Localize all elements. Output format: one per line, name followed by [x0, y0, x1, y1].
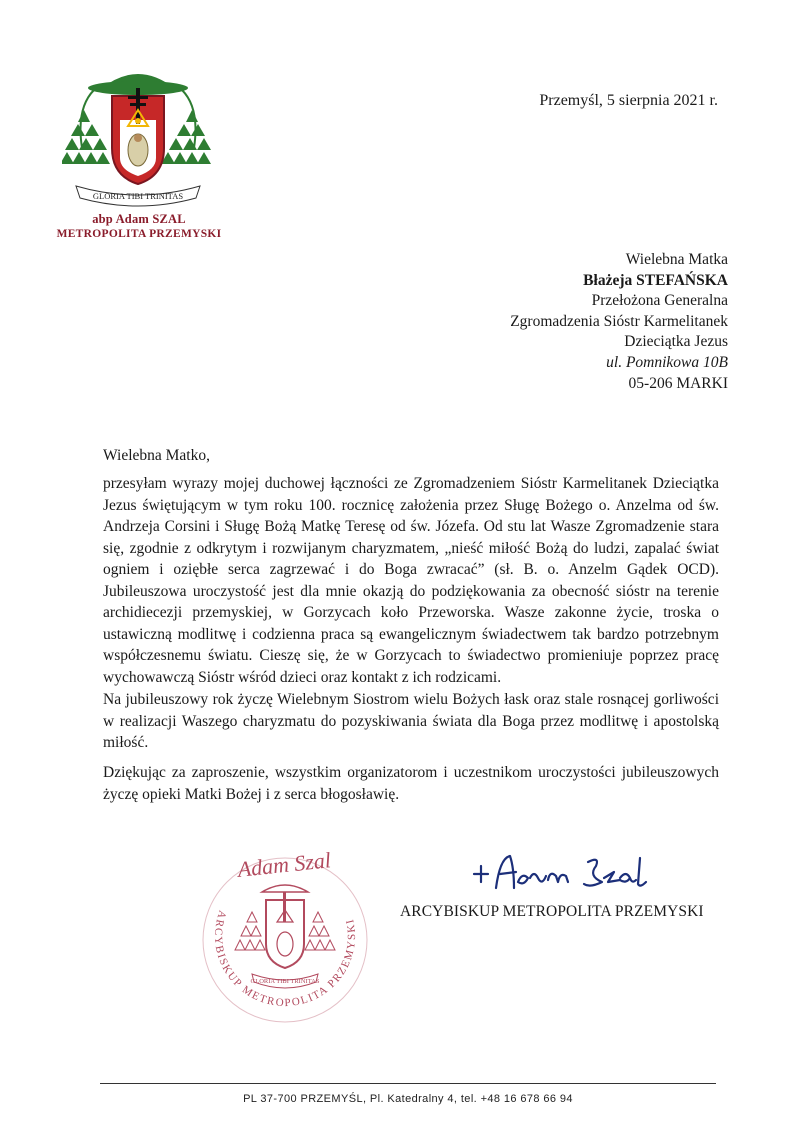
body-paragraph: Na jubileuszowy rok życzę Wielebnym Siostrom wielu Bożych łask oraz stale rosnącej gorliwości w realizacji Waszego charyzmatu do pozyskiwania świata dla Boga przez modlitwę i apostolską miłość.	[103, 691, 719, 751]
handwritten-signature	[470, 848, 670, 898]
body-paragraph: przesyłam wyrazy mojej duchowej łączności ze Zgromadzeniem Sióstr Karmelitanek Dzieciątka Jezus świętującym w tym roku 100. rocznicę założenia przez Sługę Bożego o. Anzelma od św. Andrzeja Corsini i Sługę Bożą Matkę Teresę od św. Józefa. Od stu lat Wasze Zgromadzenie stara się, zgodnie z odkrytym i rozwijanym charyzmatem, „nieść miłość Bożą do ludzi, zapalać świat ogniem i oziębłe serca zagrzewać i do Boga zwracać” (sł. B. o. Anzelm Gądek OCD). Jubileuszowa uroczystość jest dla mnie okazją do podziękowania za obecność sióstr na terenie archidiecezji przemyskiej, w Gorzycach koło Przeworska. Wasze zakonne życie, troska o ustawiczną modlitwę i codzienna praca są ewangelicznym świadectwem tak bardzo potrzebnym współczesnemu światu. Cieszę się, że w Gorzycach to świadectwo promieniuje poprzez pracę wychowawczą Sióstr wśród dzieci oraz kontakt z ich rodzicami.	[103, 475, 719, 686]
seal-ring-text: ARCYBISKUP METROPOLITA PRZEMYSKI	[211, 908, 359, 1010]
salutation: Wielebna Matko,	[103, 447, 210, 464]
seal-top-text: Adam Szal	[236, 847, 333, 882]
recipient-line: Przełożona Generalna	[591, 292, 728, 310]
motto-text: GLORIA TIBI TRINITAS	[92, 191, 184, 201]
recipient-address	[400, 250, 728, 394]
closing-title: ARCYBISKUP METROPOLITA PRZEMYSKI	[400, 903, 704, 920]
seal-motto-text: GLORIA TIBI TRINITAS	[250, 978, 320, 985]
recipient-line: Wielebna Matka	[625, 251, 728, 268]
sender-title: METROPOLITA PRZEMYSKI	[56, 228, 222, 240]
svg-text:ARCYBISKUP METROPOLITA PRZEMYS	[212, 909, 358, 1009]
coat-of-arms-logo	[62, 58, 214, 208]
recipient-street: ul. Pomnikowa 10B	[606, 353, 728, 371]
official-seal-stamp	[190, 840, 380, 1030]
letter-date: Przemyśl, 5 sierpnia 2021 r.	[539, 92, 718, 109]
footer-address: PL 37-700 PRZEMYŚL, Pl. Katedralny 4, tel. +48 16 678 66 94	[243, 1093, 573, 1105]
sender-name: abp Adam SZAL	[92, 212, 186, 226]
recipient-line: Zgromadzenia Sióstr Karmelitanek	[510, 312, 728, 330]
recipient-name: Błażeja STEFAŃSKA	[583, 271, 728, 289]
recipient-city: 05-206 MARKI	[628, 374, 728, 392]
footer-divider	[100, 1083, 716, 1084]
body-paragraph: Dziękując za zaproszenie, wszystkim organizatorom i uczestnikom uroczystości jubileuszowych życzę opieki Matki Bożej i z serca błogosławię.	[103, 764, 719, 803]
recipient-line: Dzieciątka Jezus	[624, 333, 728, 351]
